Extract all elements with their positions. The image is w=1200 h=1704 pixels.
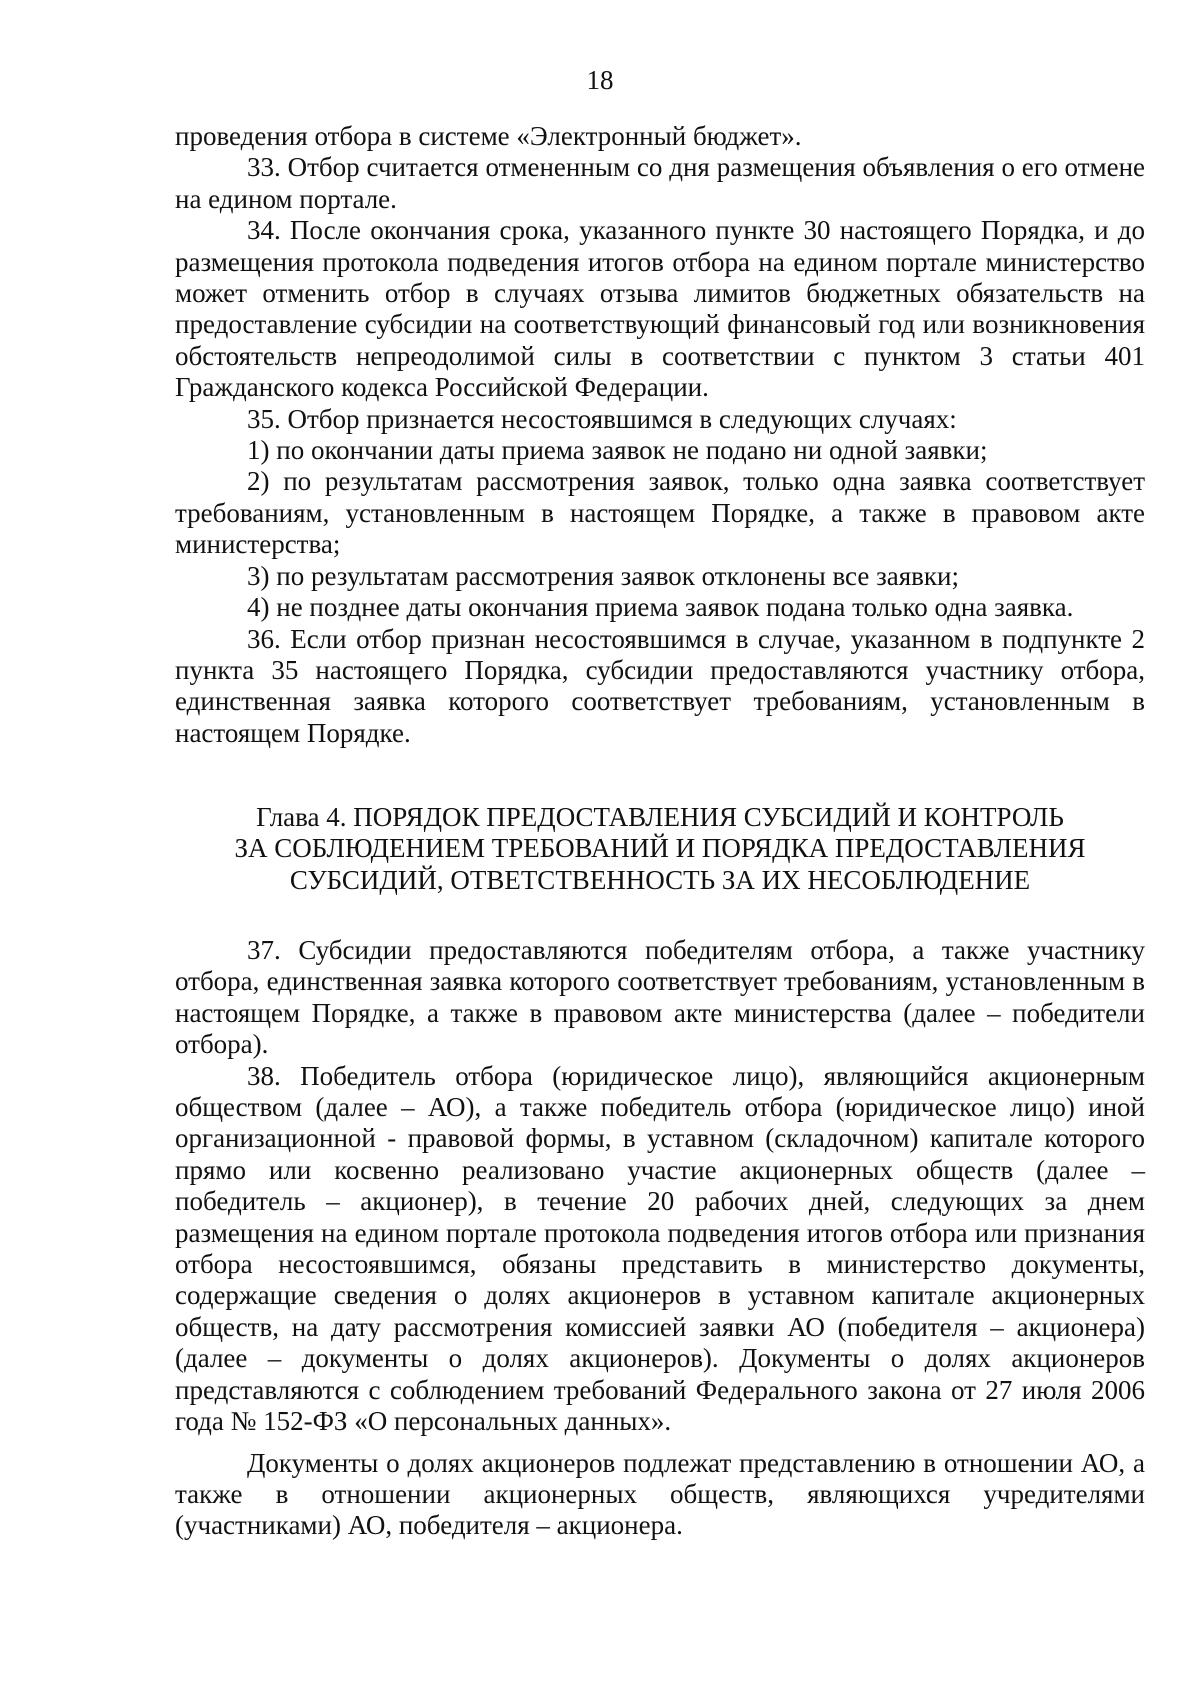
chapter-heading-line: Глава 4. ПОРЯДОК ПРЕДОСТАВЛЕНИЯ СУБСИДИЙ И КОНТРОЛЬ <box>256 802 1064 832</box>
list-item-35-2: 2) по результатам рассмотрения заявок, только одна заявка соответствует требованиям, установленным в настоящем Порядке, а также в правовом акте министерства; <box>175 466 1145 560</box>
list-item-35-4: 4) не позднее даты окончания приема заявок подана только одна заявка. <box>247 592 1074 623</box>
list-item-35-3: 3) по результатам рассмотрения заявок отклонены все заявки; <box>247 560 959 591</box>
page-number: 18 <box>586 65 614 95</box>
chapter-text <box>175 935 1145 1542</box>
paragraph-35: 35. Отбор признается несостоявшимся в следующих случаях: <box>247 403 957 434</box>
chapter-heading-line: СУБСИДИЙ, ОТВЕТСТВЕННОСТЬ ЗА ИХ НЕСОБЛЮДЕНИЕ <box>289 864 1031 895</box>
chapter-heading <box>175 802 1145 896</box>
paragraph-38-continued: Документы о долях акционеров подлежат представлению в отношении АО, а также в отношении акционерных обществ, являющихся учредителями (участниками) АО, победителя – акционера. <box>175 1447 1145 1541</box>
paragraph-33: 33. Отбор считается отмененным со дня размещения объявления о его отмене на едином портале. <box>175 152 1145 214</box>
paragraph-36: 36. Если отбор признан несостоявшимся в случае, указанном в подпункте 2 пункта 35 настоящего Порядка, субсидии предоставляются участнику отбора, единственная заявка которого соответствует требованиям, установленным в настоящем Порядке. <box>175 623 1145 748</box>
paragraph-38: 38. Победитель отбора (юридическое лицо), являющийся акционерным обществом (далее – АО), а также победитель отбора (юридическое лицо) иной организационной - правовой формы, в уставном (складочном) капитале которого прямо или косвенно реализовано участие акционерных обществ (далее – победитель – акционер), в течение 20 рабочих дней, следующих за днем размещения на едином портале протокола подведения итогов отбора или признания отбора несостоявшимся, обязаны представить в министерство документы, содержащие сведения о долях акционеров в уставном капитале акционерных обществ, на дату рассмотрения комиссией заявки АО (победителя – акционера) (далее – документы о долях акционеров). Документы о долях акционеров представляются с соблюдением требований Федерального закона от 27 июля 2006 года № 152-ФЗ «О персональных данных». <box>175 1060 1145 1437</box>
paragraph-37: 37. Субсидии предоставляются победителям отбора, а также участнику отбора, единственная заявка которого соответствует требованиям, установленным в настоящем Порядке, а также в правовом акте министерства (далее – победители отбора). <box>175 935 1145 1060</box>
paragraph-34: 34. После окончания срока, указанного пункте 30 настоящего Порядка, и до размещения протокола подведения итогов отбора на едином портале министерство может отменить отбор в случаях отзыва лимитов бюджетных обязательств на предоставление субсидии на соответствующий финансовый год или возникновения обстоятельств непреодолимой силы в соответствии с пунктом 3 статьи 401 Гражданского кодекса Российской Федерации. <box>175 215 1145 403</box>
chapter-heading-line: ЗА СОБЛЮДЕНИЕМ ТРЕБОВАНИЙ И ПОРЯДКА ПРЕДОСТАВЛЕНИЯ <box>234 833 1086 864</box>
paragraph-continuation: проведения отбора в системе «Электронный бюджет». <box>175 121 802 151</box>
section-text <box>175 121 1145 749</box>
list-item-35-1: 1) по окончании даты приема заявок не подано ни одной заявки; <box>247 435 988 466</box>
